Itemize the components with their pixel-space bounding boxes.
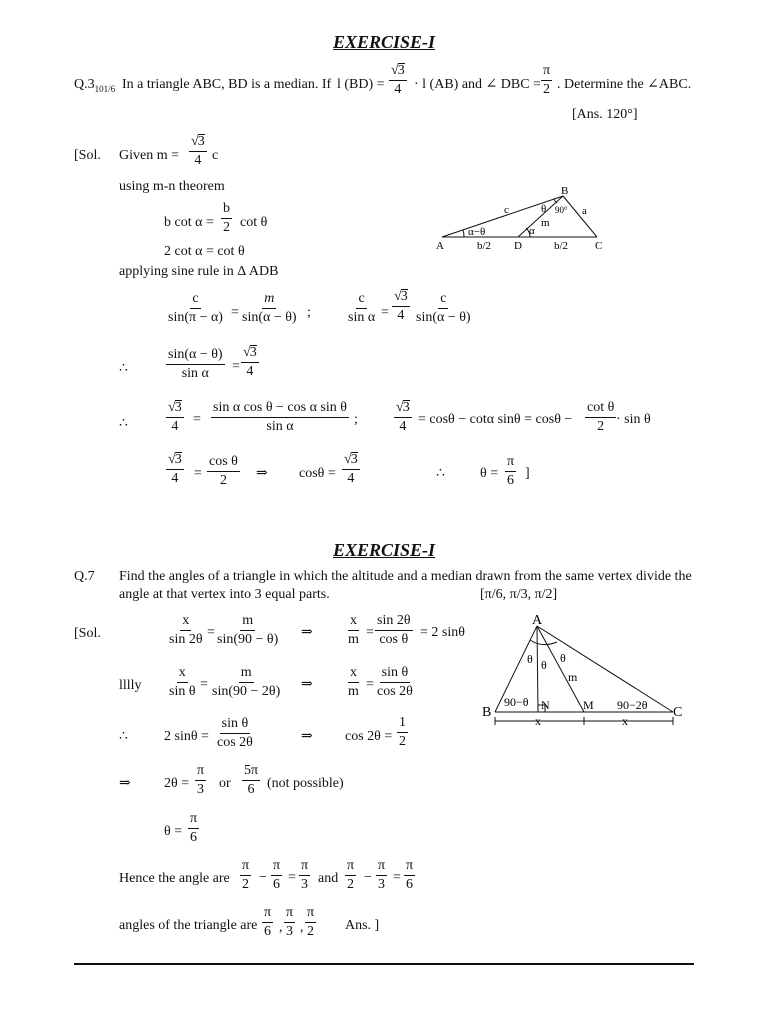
sr-eq-1: = [231,305,239,320]
r2-eq2: = [366,677,374,692]
t2-eq: = [193,412,201,427]
question-text-b: . Determine the ∠ABC. [557,77,692,92]
using-mn-theorem: using m-n theorem [119,179,225,194]
t2-semicolon: ; [354,412,358,427]
q7-answer: [π/6, π/3, π/2] [480,587,558,602]
r3-one-half: $\frac{1}{2}$ [399,715,406,749]
t3-close: ] [525,466,530,481]
a-comma-1: , [279,920,283,935]
label-b2-right: b/2 [554,240,569,252]
r4-2theta: 2θ = [164,776,190,791]
t3-theta-eq: θ = [480,466,499,481]
question-number: Q.3 [74,77,95,92]
question-ref: 101/6 [94,83,116,94]
label-m: m [568,670,578,684]
question-label-q7: Q.7 [74,569,95,584]
h-pi-over-6b: $\frac{\pi}{6}$ [406,858,414,892]
h-and: and [318,871,339,886]
r1-x-over-m: $\frac{x}{m}$ [348,613,359,647]
given-text: Given m = [119,148,179,163]
a-pi-over-3: $\frac{\pi}{3}$ [286,905,294,939]
label-M: M [583,698,594,712]
h-eq-1: = [288,870,296,885]
solution-label-1: [Sol. [74,148,101,163]
r3-therefore: ∴ [119,729,128,744]
t3-therefore: ∴ [436,466,445,481]
q7-text-2: angle at that vertex into 3 equal parts. [119,587,330,602]
r3-cos2t: cos 2θ = [345,729,393,744]
h-minus-1: − [259,870,267,885]
r4-or: or [219,776,231,791]
altitude-AN [537,626,538,712]
exercise-title-1: EXERCISE-I [333,32,436,52]
h-pi-over-2b: $\frac{\pi}{2}$ [347,858,355,892]
t2-cot-over-2: $\frac{\text{cot θ}}{2}$ [587,400,615,434]
t1-frac: $\frac{\sin(\alpha - \theta)}{\text{sin α}}$ [168,347,223,381]
t1-sqrt3-over-4: $\frac{√3}{4}$ [243,345,257,379]
label-theta-2: θ [541,658,547,672]
r2-sint-over-cos2t: $\frac{\text{sin θ}}{\cos 2\theta}$ [377,665,413,699]
label-alpha: α [529,225,535,237]
r3-implies: ⇒ [301,729,313,744]
t3-eq: = [194,466,202,481]
side-AC [537,626,673,712]
therefore-2: ∴ [119,416,128,431]
a-comma-2: , [300,920,304,935]
twocot-line: 2 cot α = cot θ [164,244,245,259]
label-A: A [436,240,444,252]
bottom-rule [74,963,694,965]
angles-are-text: angles of the triangle are [119,918,258,933]
r4-pi-over-3: $\frac{\pi}{3}$ [197,763,205,797]
r2-x-over-m: $\frac{x}{m}$ [348,665,359,699]
h-pi-over-6: $\frac{\pi}{6}$ [273,858,281,892]
h-eq-2: = [393,870,401,885]
given-c: c [212,148,219,163]
r1-implies: ⇒ [301,625,313,640]
angle-arc-A [530,640,557,645]
solution-label-2: [Sol. [74,626,101,641]
r1-2sin: = 2 sinθ [420,625,465,640]
label-b2-left: b/2 [477,240,492,252]
label-D: D [514,240,522,252]
t3-cos-over-2: $\frac{\text{cos θ}}{2}$ [209,454,238,488]
therefore-1: ∴ [119,361,128,376]
illy-label: lllly [119,678,142,693]
r2-x-over-sint: $\frac{x}{\text{sin θ}}$ [169,665,196,699]
r1-x-over-sin2t: $\frac{x}{\sin 2\theta}$ [169,613,203,647]
triangle-diagram-median [432,184,622,254]
hence-text: Hence the angle are [119,871,230,886]
bcot-b-over-2: $\frac{b}{2}$ [223,201,230,235]
sr2-sqrt3-over-4: $\frac{√3}{4}$ [394,289,408,323]
label-m: m [541,217,550,229]
t2-sin: · sin θ [616,412,651,427]
h-pi-over-3b: $\frac{\pi}{3}$ [378,858,386,892]
applying-sine-rule: applying sine rule in Δ ADB [119,264,279,279]
r2-implies: ⇒ [301,677,313,692]
angle-arc-A [463,230,464,237]
question-lbd: l (BD) = [337,77,385,92]
label-N: N [541,698,550,712]
sr2-frac-2: $\frac{c}{\sin(\alpha - \theta)}$ [416,291,471,325]
question-lab: · l (AB) and ∠ DBC = [414,77,541,92]
label-x-1: x [535,714,541,728]
r4-implies: ⇒ [119,776,131,791]
side-BC [563,196,597,237]
t2-sqrt3-over-4: $\frac{√3}{4}$ [168,400,182,434]
t3-implies: ⇒ [256,466,268,481]
sr-frac-1: $\frac{c}{\sin(\pi - \alpha)}$ [168,291,223,325]
r2-eq: = [200,677,208,692]
bcot-left: b cot α = [164,215,214,230]
t3-cos-eq: cosθ = [299,466,336,481]
t1-eq: = [232,359,240,374]
label-C: C [595,240,603,252]
question-label [74,78,115,94]
sr-semicolon: ; [307,305,311,320]
given-sqrt3-over-4: $\frac{√3}{4}$ [191,134,205,168]
r4-not-possible: (not possible) [267,776,344,791]
bcot-right: cot θ [240,215,268,230]
answer-q3: [Ans. 120°] [572,107,638,122]
q7-text-1: Find the angles of a triangle in which the altitude and a median drawn from the same vertex divide the [119,569,692,584]
r2-m-over-sin902t: $\frac{m}{\sin(90 - 2\theta)}$ [212,665,281,699]
r1-m-over-sin90t: $\frac{m}{\sin(90 - \theta)}$ [217,613,279,647]
label-alpha-theta: α−θ [468,226,486,238]
h-pi-over-3a: $\frac{\pi}{3}$ [301,858,309,892]
label-theta-3: θ [560,651,566,665]
r5-theta: θ = [164,824,183,839]
label-C: C [673,705,683,720]
label-x-2: x [622,714,628,728]
r3-2sin: 2 sinθ = [164,729,209,744]
label-c: c [504,204,509,216]
r1-eq: = [207,625,215,640]
t2-right-sqrt3-over-4: $\frac{√3}{4}$ [396,400,410,434]
label-a: a [582,205,587,217]
sr-frac-2: $\frac{m}{\sin(\alpha - \theta)}$ [242,291,297,325]
t3-pi-over-6: $\frac{\pi}{6}$ [507,454,515,488]
question-text-a: In a triangle ABC, BD is a median. If [122,77,332,92]
t2-frac: $\frac{\text{sin α cos θ − cos α sin θ}}{\text{sin α}}$ [213,400,347,434]
label-c-angle: 90−2θ [617,698,648,712]
r5-pi-over-6: $\frac{\pi}{6}$ [190,811,198,845]
label-A: A [532,614,543,628]
label-B: B [482,705,492,720]
r4-5pi-over-6: $\frac{5\pi}{6}$ [244,763,259,797]
question-pi-over-2: $\frac{\pi}{2}$ [543,63,551,97]
label-b-angle: 90−θ [504,695,529,709]
r1-sin2t-over-cost: $\frac{\sin 2\theta}{\text{cos θ}}$ [377,613,411,647]
t2-right: = cosθ − cotα sinθ = cosθ − [418,412,573,427]
sr2-frac-1: $\frac{c}{\text{sin α}}$ [348,291,376,325]
h-pi-over-2a: $\frac{\pi}{2}$ [242,858,250,892]
t3-sqrt3-over-4: $\frac{√3}{4}$ [168,452,182,486]
label-theta-1: θ [527,652,533,666]
r3-sint-over-cos2t: $\frac{\text{sin θ}}{\cos 2\theta}$ [217,716,253,750]
triangle-diagram-altitude-median [480,614,685,734]
t3-cos-sqrt3-over-4: $\frac{√3}{4}$ [344,452,358,486]
label-90: 90° [555,205,568,215]
sr2-eq: = [381,305,389,320]
exercise-title-2: EXERCISE-I [333,540,436,560]
question-sqrt3-over-4: $\frac{√3}{4}$ [391,63,405,97]
a-pi-over-6: $\frac{\pi}{6}$ [264,905,272,939]
r1-eq2: = [366,625,374,640]
h-minus-2: − [364,870,372,885]
label-B: B [561,185,569,197]
ans-close: Ans. ] [345,918,380,933]
a-pi-over-2: $\frac{\pi}{2}$ [307,905,315,939]
label-theta: θ [541,203,547,215]
